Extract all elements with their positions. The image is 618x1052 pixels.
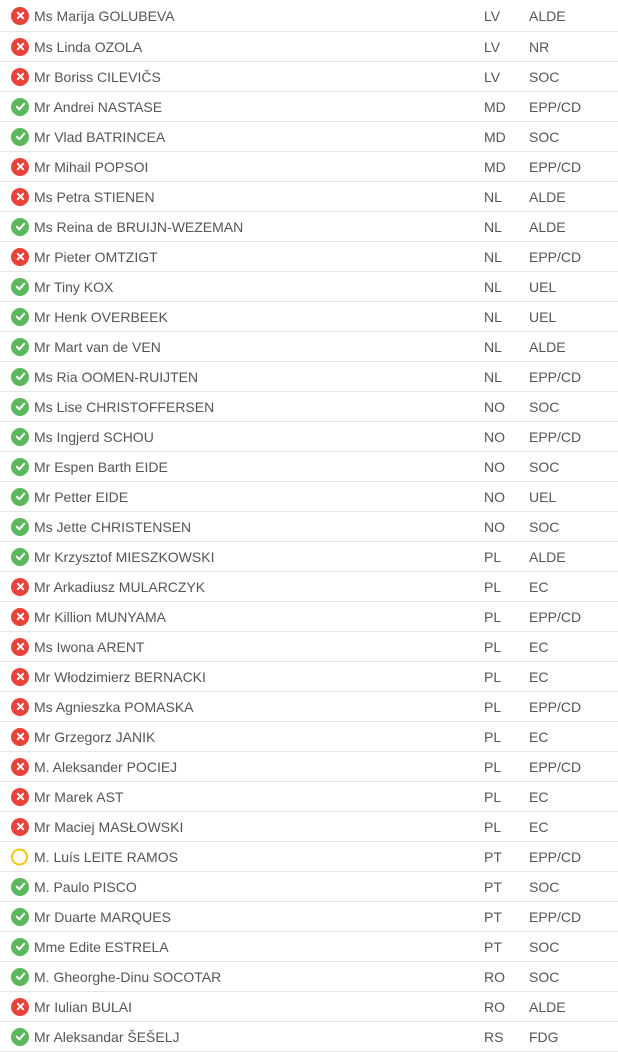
table-row bbox=[0, 662, 618, 692]
political-group: ALDE bbox=[529, 7, 566, 24]
political-group: EC bbox=[529, 818, 549, 835]
country-code: RS bbox=[484, 1028, 504, 1045]
member-name: M. Aleksander POCIEJ bbox=[34, 758, 178, 775]
table-row bbox=[0, 692, 618, 722]
check-circle-icon bbox=[11, 938, 29, 956]
member-name: Mr Arkadiusz MULARCZYK bbox=[34, 578, 206, 595]
member-name: Ms Reina de BRUIJN-WEZEMAN bbox=[34, 218, 244, 235]
political-group: UEL bbox=[529, 308, 557, 325]
political-group: EPP/CD bbox=[529, 698, 582, 715]
table-row bbox=[0, 362, 618, 392]
check-circle-icon bbox=[11, 278, 29, 296]
political-group: ALDE bbox=[529, 338, 566, 355]
table-row bbox=[0, 152, 618, 182]
x-circle-icon bbox=[11, 608, 29, 626]
political-group: ALDE bbox=[529, 218, 566, 235]
member-name: Ms Lise CHRISTOFFERSEN bbox=[34, 398, 215, 415]
political-group: EPP/CD bbox=[529, 428, 582, 445]
country-code: NO bbox=[484, 488, 505, 505]
x-circle-icon bbox=[11, 158, 29, 176]
country-code: NL bbox=[484, 308, 502, 325]
political-group: EPP/CD bbox=[529, 98, 582, 115]
political-group: SOC bbox=[529, 68, 560, 85]
table-row bbox=[0, 512, 618, 542]
member-name: Ms Petra STIENEN bbox=[34, 188, 155, 205]
check-circle-icon bbox=[11, 308, 29, 326]
table-row bbox=[0, 932, 618, 962]
x-circle-icon bbox=[11, 188, 29, 206]
political-group: SOC bbox=[529, 128, 560, 145]
check-circle-icon bbox=[11, 968, 29, 986]
member-name: Mr Henk OVERBEEK bbox=[34, 308, 168, 325]
country-code: PL bbox=[484, 698, 502, 715]
table-row bbox=[0, 212, 618, 242]
political-group: SOC bbox=[529, 518, 560, 535]
table-row bbox=[0, 32, 618, 62]
member-name: Mr Włodzimierz BERNACKI bbox=[34, 668, 206, 685]
table-row bbox=[0, 542, 618, 572]
political-group: EC bbox=[529, 578, 549, 595]
x-circle-icon bbox=[11, 68, 29, 86]
country-code: LV bbox=[484, 7, 501, 24]
table-row bbox=[0, 0, 618, 32]
political-group: EC bbox=[529, 788, 549, 805]
x-circle-icon bbox=[11, 728, 29, 746]
member-name: Mr Espen Barth EIDE bbox=[34, 458, 168, 475]
member-name: Ms Linda OZOLA bbox=[34, 38, 143, 55]
table-row bbox=[0, 872, 618, 902]
member-name: Ms Agnieszka POMASKA bbox=[34, 698, 194, 715]
member-name: Mr Petter EIDE bbox=[34, 488, 129, 505]
table-row bbox=[0, 422, 618, 452]
member-name: Mr Tiny KOX bbox=[34, 278, 114, 295]
check-circle-icon bbox=[11, 878, 29, 896]
country-code: NL bbox=[484, 278, 502, 295]
member-name: Ms Jette CHRISTENSEN bbox=[34, 518, 192, 535]
x-circle-icon bbox=[11, 698, 29, 716]
country-code: PL bbox=[484, 728, 502, 745]
table-row bbox=[0, 332, 618, 362]
member-name: Mr Aleksandar ŠEŠELJ bbox=[34, 1028, 180, 1045]
check-circle-icon bbox=[11, 428, 29, 446]
country-code: PL bbox=[484, 818, 502, 835]
political-group: EPP/CD bbox=[529, 368, 582, 385]
check-circle-icon bbox=[11, 128, 29, 146]
member-name: Mr Vlad BATRINCEA bbox=[34, 128, 166, 145]
x-circle-icon bbox=[11, 38, 29, 56]
member-name: Mr Krzysztof MIESZKOWSKI bbox=[34, 548, 215, 565]
political-group: SOC bbox=[529, 878, 560, 895]
country-code: MD bbox=[484, 128, 506, 145]
check-circle-icon bbox=[11, 488, 29, 506]
member-name: Mr Grzegorz JANIK bbox=[34, 728, 156, 745]
member-name: Mr Maciej MASŁOWSKI bbox=[34, 818, 184, 835]
political-group: EC bbox=[529, 638, 549, 655]
table-row bbox=[0, 992, 618, 1022]
table-row bbox=[0, 902, 618, 932]
table-row bbox=[0, 182, 618, 212]
political-group: SOC bbox=[529, 398, 560, 415]
circle-outline-icon bbox=[11, 848, 28, 865]
member-name: M. Gheorghe-Dinu SOCOTAR bbox=[34, 968, 222, 985]
country-code: MD bbox=[484, 158, 506, 175]
table-row bbox=[0, 722, 618, 752]
country-code: PL bbox=[484, 758, 502, 775]
table-row bbox=[0, 572, 618, 602]
country-code: NO bbox=[484, 458, 505, 475]
table-row bbox=[0, 482, 618, 512]
table-row bbox=[0, 392, 618, 422]
country-code: LV bbox=[484, 38, 501, 55]
table-row bbox=[0, 782, 618, 812]
member-name: Ms Marija GOLUBEVA bbox=[34, 7, 175, 24]
member-name: Mme Edite ESTRELA bbox=[34, 938, 169, 955]
political-group: ALDE bbox=[529, 548, 566, 565]
table-row bbox=[0, 452, 618, 482]
member-name: Mr Iulian BULAI bbox=[34, 998, 133, 1015]
country-code: NO bbox=[484, 428, 505, 445]
member-name: Ms Ingjerd SCHOU bbox=[34, 428, 154, 445]
table-row bbox=[0, 842, 618, 872]
country-code: PL bbox=[484, 668, 502, 685]
table-row bbox=[0, 62, 618, 92]
member-name: Mr Andrei NASTASE bbox=[34, 98, 163, 115]
country-code: PT bbox=[484, 878, 502, 895]
member-name: Mr Pieter OMTZIGT bbox=[34, 248, 158, 265]
table-row bbox=[0, 272, 618, 302]
check-circle-icon bbox=[11, 398, 29, 416]
country-code: NL bbox=[484, 218, 502, 235]
check-circle-icon bbox=[11, 458, 29, 476]
x-circle-icon bbox=[11, 578, 29, 596]
table-row bbox=[0, 632, 618, 662]
political-group: EC bbox=[529, 728, 549, 745]
political-group: ALDE bbox=[529, 998, 566, 1015]
country-code: NO bbox=[484, 398, 505, 415]
x-circle-icon bbox=[11, 758, 29, 776]
political-group: FDG bbox=[529, 1028, 559, 1045]
member-name: Ms Iwona ARENT bbox=[34, 638, 145, 655]
political-group: EPP/CD bbox=[529, 158, 582, 175]
table-row bbox=[0, 242, 618, 272]
x-circle-icon bbox=[11, 7, 29, 25]
country-code: MD bbox=[484, 98, 506, 115]
member-name: Mr Mihail POPSOI bbox=[34, 158, 149, 175]
country-code: NL bbox=[484, 248, 502, 265]
x-circle-icon bbox=[11, 788, 29, 806]
member-name: M. Paulo PISCO bbox=[34, 878, 137, 895]
country-code: RO bbox=[484, 968, 505, 985]
member-name: Mr Mart van de VEN bbox=[34, 338, 161, 355]
country-code: RO bbox=[484, 998, 505, 1015]
check-circle-icon bbox=[11, 518, 29, 536]
country-code: NL bbox=[484, 368, 502, 385]
political-group: EC bbox=[529, 668, 549, 685]
country-code: PL bbox=[484, 578, 502, 595]
country-code: NL bbox=[484, 338, 502, 355]
x-circle-icon bbox=[11, 638, 29, 656]
country-code: PL bbox=[484, 608, 502, 625]
country-code: NL bbox=[484, 188, 502, 205]
political-group: EPP/CD bbox=[529, 248, 582, 265]
check-circle-icon bbox=[11, 338, 29, 356]
x-circle-icon bbox=[11, 998, 29, 1016]
table-row bbox=[0, 1022, 618, 1052]
political-group: EPP/CD bbox=[529, 848, 582, 865]
member-name: M. Luís LEITE RAMOS bbox=[34, 848, 178, 865]
country-code: PT bbox=[484, 848, 502, 865]
country-code: LV bbox=[484, 68, 501, 85]
check-circle-icon bbox=[11, 1028, 29, 1046]
member-name: Mr Marek AST bbox=[34, 788, 124, 805]
x-circle-icon bbox=[11, 818, 29, 836]
political-group: ALDE bbox=[529, 188, 566, 205]
table-row bbox=[0, 962, 618, 992]
country-code: PT bbox=[484, 908, 502, 925]
table-row bbox=[0, 92, 618, 122]
political-group: SOC bbox=[529, 458, 560, 475]
country-code: PL bbox=[484, 638, 502, 655]
political-group: UEL bbox=[529, 278, 557, 295]
country-code: PL bbox=[484, 548, 502, 565]
table-row bbox=[0, 122, 618, 152]
check-circle-icon bbox=[11, 98, 29, 116]
country-code: PL bbox=[484, 788, 502, 805]
member-name: Mr Duarte MARQUES bbox=[34, 908, 171, 925]
member-name: Mr Killion MUNYAMA bbox=[34, 608, 166, 625]
check-circle-icon bbox=[11, 908, 29, 926]
political-group: NR bbox=[529, 38, 550, 55]
country-code: NO bbox=[484, 518, 505, 535]
political-group: EPP/CD bbox=[529, 758, 582, 775]
table-row bbox=[0, 752, 618, 782]
member-name: Mr Boriss CILEVIČS bbox=[34, 68, 161, 85]
political-group: EPP/CD bbox=[529, 608, 582, 625]
table-row bbox=[0, 302, 618, 332]
political-group: EPP/CD bbox=[529, 908, 582, 925]
country-code: PT bbox=[484, 938, 502, 955]
check-circle-icon bbox=[11, 368, 29, 386]
political-group: SOC bbox=[529, 968, 560, 985]
x-circle-icon bbox=[11, 248, 29, 266]
political-group: SOC bbox=[529, 938, 560, 955]
table-row bbox=[0, 602, 618, 632]
check-circle-icon bbox=[11, 218, 29, 236]
check-circle-icon bbox=[11, 548, 29, 566]
table-row bbox=[0, 812, 618, 842]
member-name: Ms Ria OOMEN-RUIJTEN bbox=[34, 368, 199, 385]
political-group: UEL bbox=[529, 488, 557, 505]
x-circle-icon bbox=[11, 668, 29, 686]
